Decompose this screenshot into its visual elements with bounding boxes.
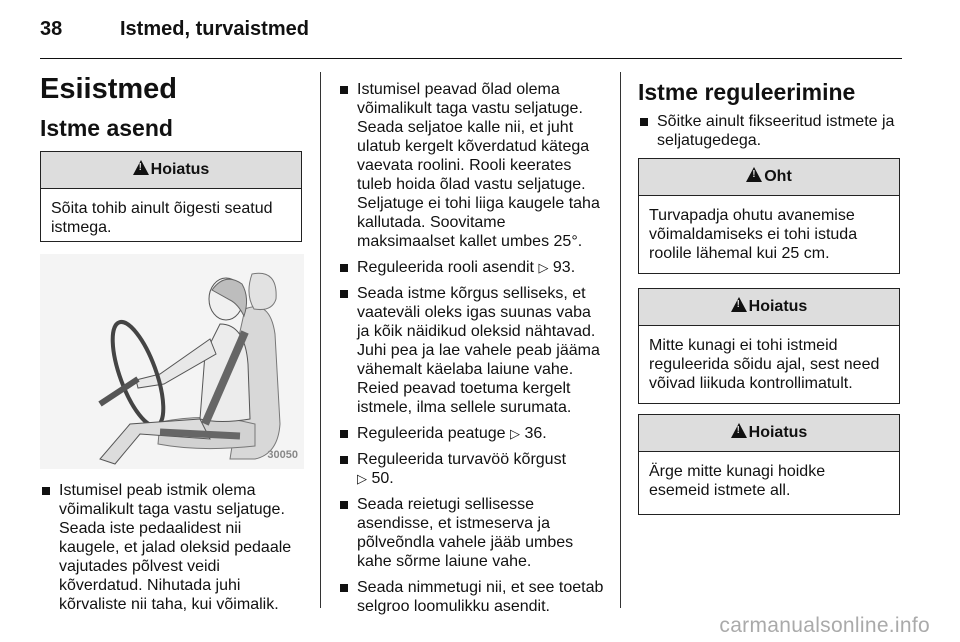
page-reference-icon: ▷	[538, 260, 549, 275]
bullet-list	[40, 481, 302, 614]
warning-box-text: Mitte kunagi ei tohi istmeid reguleerida sõidu ajal, sest need võivad liikuda kontrollimatult.	[649, 337, 880, 392]
list-item: Istumisel peab istmik olema võimalikult taga vastu seljatuge. Seada iste pedaalidest nii kaugele, et jalad oleksid pedaale vajutades põlvest veidi kõverdatud. Nihutada juhi kõrvaliste nii taha, kui võimalik.	[40, 481, 302, 614]
list-item	[338, 80, 604, 251]
list-item	[338, 495, 604, 571]
list-item	[338, 450, 604, 488]
list-item-text: Istumisel peavad õlad olema võimalikult taga vastu seljatuge. Seada seljatoe kalle nii, et juht ulatub kergelt kõverdatud kätega vaevata roolini. Rooli keerates tuleb hoida õlad vastu seljatuge. Seljatuge ei tohi liiga kaugele taha kallutada. Soovitame maksimaalset kallet umbes 25°.	[357, 81, 600, 250]
list-item-text: Reguleerida peatuge	[357, 425, 506, 442]
figure-number: 30050	[267, 449, 298, 461]
warning-triangle-icon: !	[746, 167, 762, 182]
page-title: Esiistmed	[40, 73, 177, 105]
warning-triangle-icon: !	[731, 423, 747, 438]
list-item: Sõitke ainult fikseeritud istmete ja seljatugedega.	[638, 112, 900, 150]
list-item-text: Reguleerida rooli asendit	[357, 259, 534, 276]
page-reference[interactable]: 50.	[371, 470, 394, 487]
list-item	[338, 258, 604, 277]
warning-box-text: Sõita tohib ainult õigesti seatud istmega.	[51, 200, 273, 236]
warning-triangle-icon: !	[731, 297, 747, 312]
list-item	[338, 424, 604, 443]
column-2	[338, 80, 604, 623]
list-item	[338, 578, 604, 616]
section-heading: Istme reguleerimine	[638, 79, 856, 105]
page-header	[40, 18, 309, 41]
list-item-text: Seada reietugi sellisesse asendisse, et istmeserva ja põlveõndla vahele jääb umbes kahe sõrme laiune vahe.	[357, 496, 574, 570]
page-reference[interactable]: 36.	[524, 425, 547, 442]
section-title: Istmed, turvaistmed	[120, 18, 309, 40]
header-rule	[40, 58, 902, 59]
danger-box-text: Turvapadja ohutu avanemise võimaldamiseks ei tohi istuda roolile lähemal kui 25 cm.	[649, 207, 858, 262]
warning-box-header	[41, 152, 301, 189]
warning-triangle-icon: !	[133, 160, 149, 175]
column-divider	[320, 72, 321, 608]
warning-box-text: Ärge mitte kunagi hoidke esemeid istmete all.	[649, 463, 826, 499]
warning-box	[638, 288, 900, 404]
page-reference-icon: ▷	[357, 471, 367, 486]
page-reference[interactable]: 93.	[552, 259, 576, 276]
warning-box	[40, 151, 302, 242]
driver-seat-drawing	[40, 254, 304, 469]
bullet-list	[638, 112, 900, 150]
seat-position-illustration	[40, 254, 304, 469]
column-3	[638, 78, 900, 515]
danger-box-title: Oht	[764, 168, 792, 185]
danger-box-header	[639, 159, 899, 196]
danger-box	[638, 158, 900, 274]
warning-box-header	[639, 289, 899, 326]
list-item-text: Seada istme kõrgus selliseks, et vaateväli oleks igas suunas vaba ja kõik näidikud oleksid nähtavad. Juhi pea ja lae vahele peab jääma vähemalt käelaba laiune vahe. Reied peavad toetuma kergelt istmele, ilma sellele surumata.	[357, 285, 600, 416]
warning-box-title: Hoiatus	[748, 298, 808, 315]
warning-box-title: Hoiatus	[748, 424, 808, 441]
warning-box-header	[639, 415, 899, 452]
bullet-list	[338, 80, 604, 616]
list-item	[338, 284, 604, 417]
site-watermark: carmanualsonline.info	[719, 614, 930, 637]
warning-box	[638, 414, 900, 515]
column-divider	[620, 72, 621, 608]
section-heading: Istme asend	[40, 115, 173, 141]
column-1	[40, 72, 302, 621]
page-number: 38	[40, 18, 63, 40]
list-item-text: Seada nimmetugi nii, et see toetab selgroo loomulikku asendit.	[357, 579, 604, 615]
list-item-text: Reguleerida turvavöö kõrgust	[357, 451, 567, 468]
warning-box-title: Hoiatus	[150, 161, 210, 178]
page-reference-icon: ▷	[510, 426, 521, 441]
